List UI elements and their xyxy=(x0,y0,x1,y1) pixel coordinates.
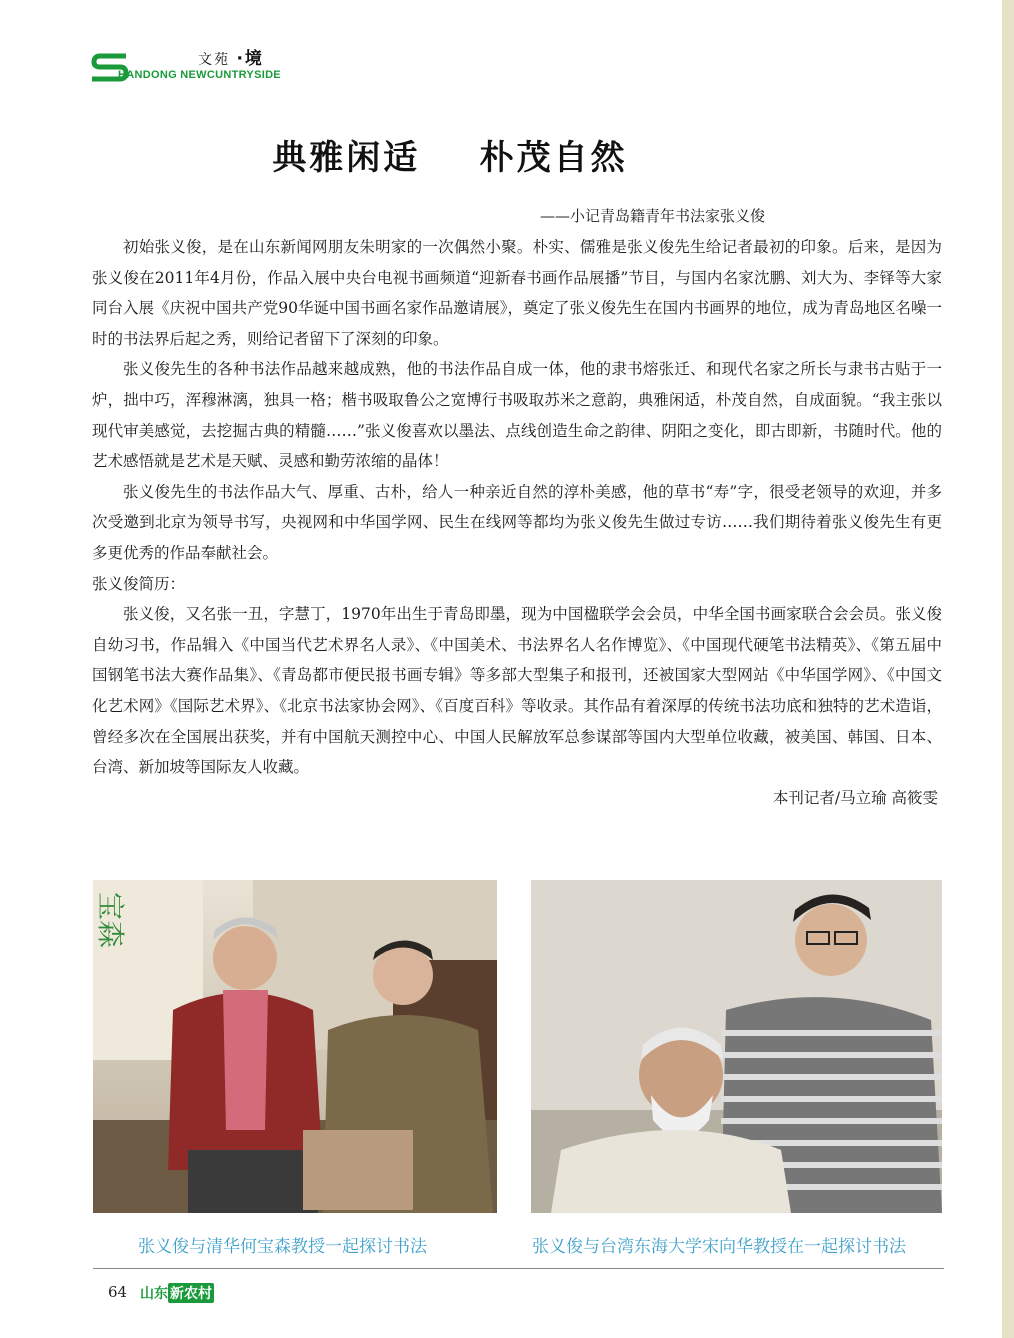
page-edge-strip xyxy=(1002,0,1014,1338)
magazine-brand: HANDONG NEWCUNTRYSIDE xyxy=(118,69,281,81)
photo-illustration-right xyxy=(531,880,942,1213)
magazine-header xyxy=(118,50,281,82)
caption-right: 张义俊与台湾东海大学宋向华教授在一起探讨书法 xyxy=(532,1237,906,1257)
section-label: 文苑 ·境 xyxy=(198,49,264,69)
bio-paragraph: 张义俊，又名张一丑，字慧丁，1970年出生于青岛即墨，现为中国楹联学会会员，中华全国书画家联合会会员。张义俊自幼习书，作品辑入《中国当代艺术界名人录》、《中国美术、书法界名人名作博览》、《中国现代硬笔书法精英》、《第五届中国钢笔书法大赛作品集》、《青岛都市便民报书画专辑》等多部大型集子和报刊，还被国家大型网站《中华国学网》、《中国文化艺术网》《国际艺术界》、《北京书法家协会网》、《百度百科》等收录。其作品有着深厚的传统书法功底和独特的艺术造诣，曾经多次在全国展出获奖，并有中国航天测控中心、中国人民解放军总参谋部等国内大型单位收藏，被美国、韩国、日本、台湾、新加坡等国际友人收藏。 xyxy=(92,605,942,777)
photo-illustration-left xyxy=(93,880,497,1213)
bio-heading: 张义俊简历： xyxy=(92,574,186,593)
article-subtitle: ——小记青岛籍青年书法家张义俊 xyxy=(540,207,766,225)
article-title: 典雅闲适 朴茂自然 xyxy=(272,138,628,178)
photo-with-professor-he xyxy=(93,880,497,1213)
footer-logo-boxed: 新农村 xyxy=(168,1283,214,1303)
photo-with-professor-song xyxy=(531,880,942,1213)
footer-divider xyxy=(93,1268,944,1269)
footer-logo xyxy=(140,1283,214,1303)
footer-logo-plain: 山东 xyxy=(140,1286,168,1302)
calligraphy-signature: 宝森 xyxy=(94,892,127,949)
page-number: 64 xyxy=(108,1283,128,1301)
article-body xyxy=(92,232,942,813)
paragraph-2: 张义俊先生的各种书法作品越来越成熟，他的书法作品自成一体，他的隶书熔张迁、和现代名家之所长与隶书古贴于一炉，拙中巧，浑穆淋漓，独具一格；楷书吸取鲁公之宽博行书吸取苏米之意韵，典雅闲适，朴茂自然，自成面貌。“我主张以现代审美感觉，去挖掘古典的精髓……”张义俊喜欢以墨法、点线创造生命之韵律、阴阳之变化，即古即新，书随时代。他的艺术感悟就是艺术是天赋、灵感和勤劳浓缩的晶体！ xyxy=(92,360,942,471)
byline: 本刊记者/马立瑜 高筱雯 xyxy=(772,788,938,807)
caption-left: 张义俊与清华何宝森教授一起探讨书法 xyxy=(138,1237,427,1257)
paragraph-1: 初始张义俊，是在山东新闻网朋友朱明家的一次偶然小聚。朴实、儒雅是张义俊先生给记者最初的印象。后来，是因为张义俊在2011年4月份，作品入展中央台电视书画频道“迎新春书画作品展播”节目，与国内名家沈鹏、刘大为、李铎等大家同台入展《庆祝中国共产党90华诞中国书画名家作品邀请展》，奠定了张义俊先生在国内书画界的地位，成为青岛地区名噪一时的书法界后起之秀，则给记者留下了深刻的印象。 xyxy=(92,238,942,348)
paragraph-3: 张义俊先生的书法作品大气、厚重、古朴，给人一种亲近自然的淳朴美感，他的草书“寿”字，很受老领导的欢迎，并多次受邀到北京为领导书写，央视网和中华国学网、民生在线网等都均为张义俊先生做过专访……我们期待着张义俊先生有更多更优秀的作品奉献社会。 xyxy=(92,482,942,562)
